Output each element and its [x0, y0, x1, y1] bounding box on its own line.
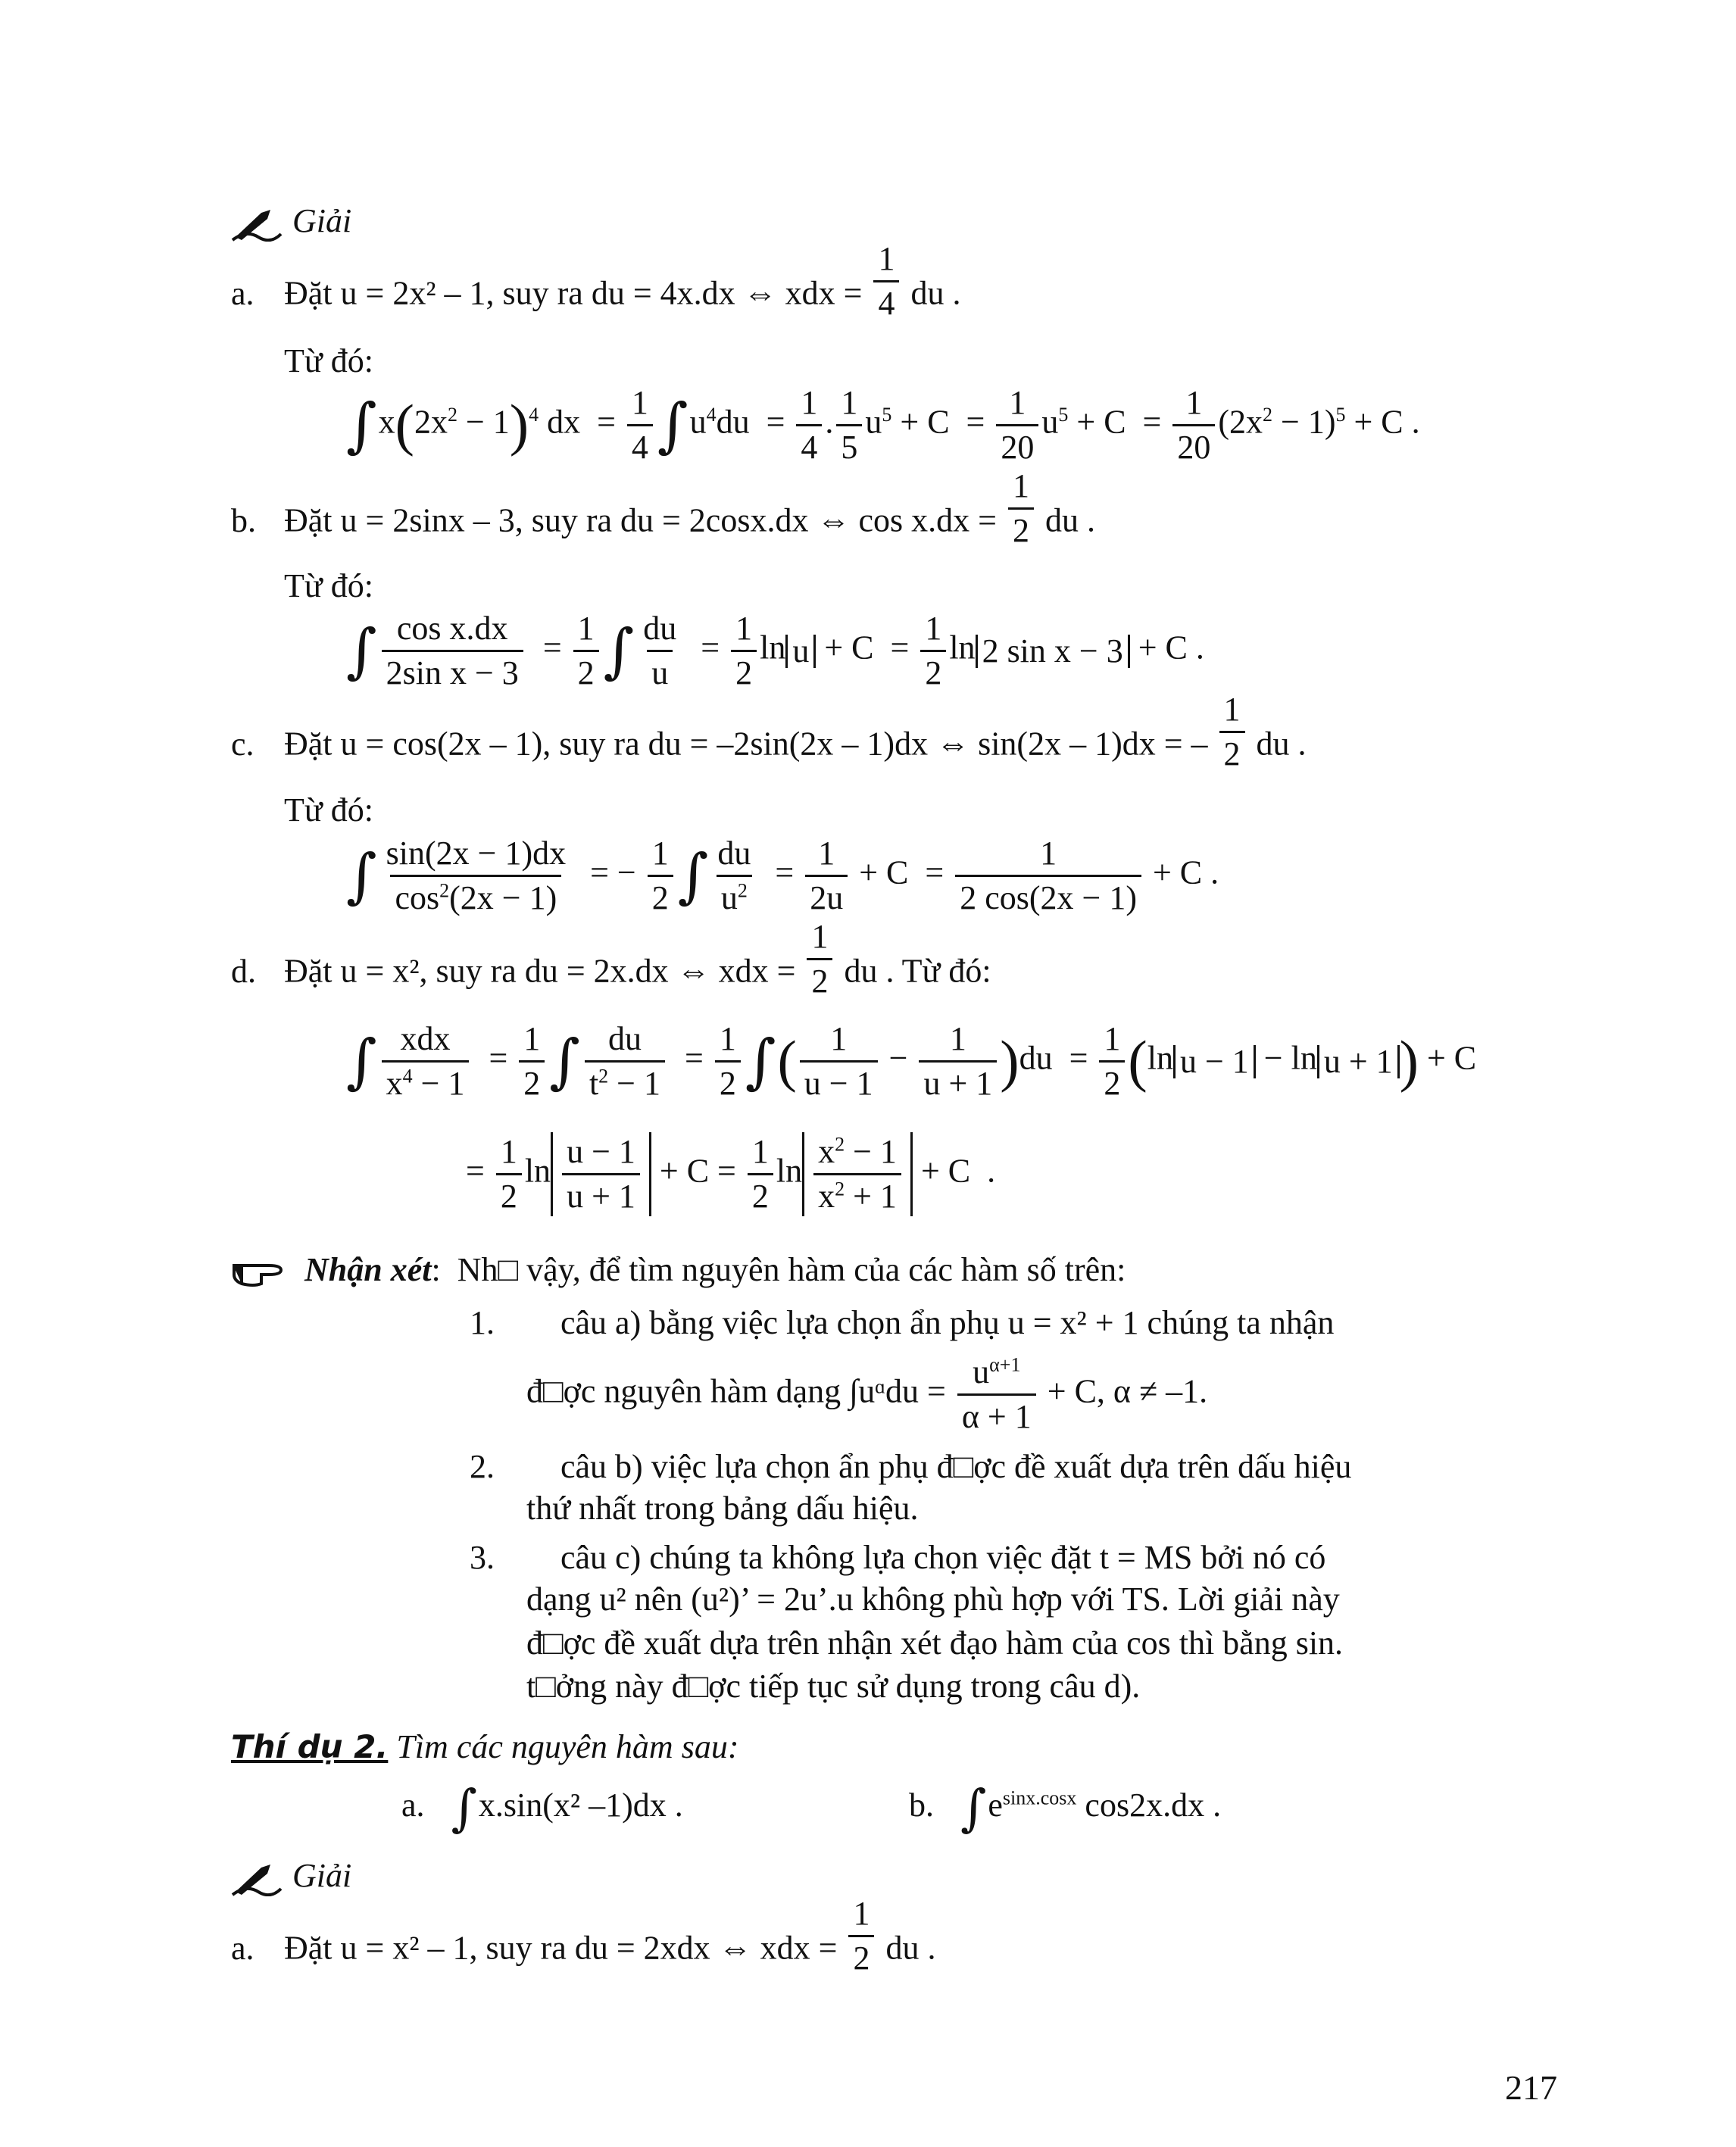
remark-3-line4: t□ởng này đ□ợc tiếp tục sử dụng trong câu d).: [526, 1668, 1141, 1705]
part-d-integral-line1: ∫ $\frac{\text{xdx}}{x^4 - 1}$ = $\frac{1}{2}$ ∫ $\frac{du}{t^2 - 1}$ = $\frac{1}{2}$ ∫( $\frac{1}{u - 1}$ − $\frac{1}{u + 1}$ )du = $\frac{1}{2}$ (ln u − 1 − ln u + 1 ) + C: [346, 1020, 1477, 1102]
remark-3-line1: 3. câu c) chúng ta không lựa chọn việc đặt t = MS bởi nó có: [470, 1539, 1326, 1576]
remark-line: Nhận xét: Nh□ vậy, để tìm nguyên hàm của các hàm số trên:: [231, 1253, 1126, 1288]
example-2-heading: Thí dụ 2. Tìm các nguyên hàm sau:: [231, 1728, 739, 1765]
solution-2-part-a: a. Đặt u = x² – 1, suy ra du = 2xdx ⇔ xdx = $\frac{1}{2}$ du .: [231, 1895, 936, 1977]
part-c-from: Từ đó:: [284, 791, 373, 829]
remark-2-line2: thứ nhất trong bảng dấu hiệu.: [526, 1490, 919, 1527]
solution-2-heading: Giải: [231, 1859, 351, 1896]
remark-3-line3: đ□ợc đề xuất dựa trên nhận xét đạo hàm của cos thì bằng sin.: [526, 1624, 1344, 1662]
part-c-setup: c. Đặt u = cos(2x – 1), suy ra du = –2sin(2x – 1)dx ⇔ sin(2x – 1)dx = – $\frac{1}{2}$ du .: [231, 691, 1307, 772]
part-a-integral: $\int x(2x^2 - 1)^4$ dx = $\frac{1}{4}$ $\int u^4du$ = $\frac{1}{4}$ . $\frac{1}{5}$ $u^5 + C$ = $\frac{1}{20}$ $u^5 + C$ = $\frac{1}{20}$ $(2x^2 - 1)^5 + C$ .: [346, 384, 1420, 466]
page-number: 217: [1505, 2068, 1557, 2107]
pen-writing-icon: [231, 207, 284, 242]
part-c-integral: ∫ $\frac{\sin(2x - 1)dx}{\cos^2(2x - 1)}$ = − $\frac{1}{2}$ ∫ $\frac{du}{u^2}$ = $\frac{1}{2u}$ + C = $\frac{1}{2 \cos(2x - 1)}$ + C .: [346, 835, 1219, 916]
part-b-setup: b. Đặt u = 2sinx – 3, suy ra du = 2cosx.dx ⇔ cos x.dx = $\frac{1}{2}$ du .: [231, 467, 1095, 549]
remark-3-line2: dạng u² nên (u²)’ = 2u’.u không phù hợp với TS. Lời giải này: [526, 1581, 1340, 1618]
part-d-setup: d. Đặt u = x², suy ra du = 2x.dx ⇔ xdx = $\frac{1}{2}$ du . Từ đó:: [231, 918, 991, 1000]
pen-writing-icon: [231, 1861, 284, 1896]
part-a-from: Từ đó:: [284, 342, 373, 379]
part-b-from: Từ đó:: [284, 567, 373, 604]
part-b-integral: ∫ $\frac{\text{cos x.dx}}{\text{2sin x − 3}}$ = $\frac{1}{2}$ ∫ $\frac{du}{u}$ = $\frac{1}{2}$ ln u + C = $\frac{1}{2}$ ln 2 sin x − 3 + C .: [346, 610, 1204, 691]
remark-1-line2: đ□ợc nguyên hàm dạng ∫uᵅdu = $\frac{u^{\alpha+1}}{\alpha + 1}$ + C, α ≠ –1.: [526, 1353, 1208, 1435]
solution-heading: Giải: [231, 204, 351, 242]
remark-1-line1: 1. câu a) bằng việc lựa chọn ẩn phụ u = x² + 1 chúng ta nhận: [470, 1304, 1335, 1341]
pointing-hand-icon: [231, 1258, 286, 1288]
remark-2-line1: 2. câu b) việc lựa chọn ẩn phụ đ□ợc đề xuất dựa trên dấu hiệu: [470, 1448, 1352, 1485]
example-2-b: b. $\int e^{sinx.cosx}$ cos2x.dx .: [909, 1779, 1222, 1837]
example-2-a: a. ∫x.sin(x² –1)dx .: [401, 1779, 683, 1837]
part-d-integral-line2: = $\frac{1}{2}$ ln $\frac{u - 1}{u + 1}$ + C = $\frac{1}{2}$ ln $\frac{x^2 - 1}{x^2 + 1}$ + C .: [466, 1133, 996, 1215]
part-a-setup: a. Đặt u = 2x² – 1, suy ra du = 4x.dx ⇔ xdx = $\frac{1}{4}$ du .: [231, 240, 961, 322]
